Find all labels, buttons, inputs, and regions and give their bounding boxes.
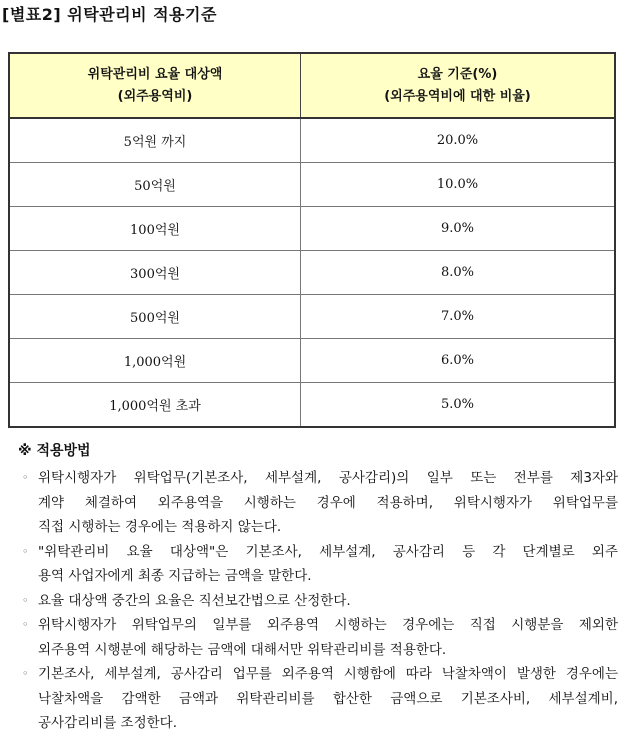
rate-cell: 10.0%: [301, 163, 616, 207]
bullet-icon: ◦: [22, 544, 29, 558]
bullet-line: 용역 사업자에게 최종 지급하는 금액을 말한다.: [38, 568, 312, 584]
rate-cell: 5.0%: [301, 383, 616, 428]
amount-cell: 50억원: [9, 163, 301, 207]
bullet-line: 낙찰차액을 감액한 금액과 위탁관리비를 합산한 금액으로 기본조사비, 세부설계비,: [38, 690, 618, 707]
section-heading: ※ 적용방법: [18, 443, 91, 459]
amount-cell: 1,000억원 초과: [9, 383, 301, 428]
bullet-line: 계약 체결하여 외주용역을 시행하는 경우에 적용하며, 위탁시행자가 위탁업무를: [38, 494, 618, 511]
bullet-line: 외주용역 시행분에 해당하는 금액에 대해서만 위탁관리비를 적용한다.: [38, 641, 447, 658]
rate-cell: 7.0%: [301, 295, 616, 339]
header-line: 요율 기준(%): [417, 66, 498, 82]
amount-cell: 100억원: [9, 207, 301, 251]
table-row: [9, 207, 615, 251]
table-row: [9, 251, 615, 295]
method-bullet: [18, 540, 618, 589]
rate-cell: 20.0%: [301, 118, 616, 163]
header-line: 위탁관리비 요율 대상액: [87, 66, 223, 82]
header-line: (외주용역비에 대한 비율): [384, 88, 531, 104]
table-row: [9, 383, 615, 428]
bullet-icon: ◦: [22, 593, 29, 607]
bullet-icon: ◦: [22, 667, 29, 680]
rate-table: [8, 52, 616, 428]
bullet-line: 위탁시행자가 위탁업무의 일부를 외주용역 시행하는 경우에는 직접 시행분을 제외한: [38, 617, 618, 633]
bullet-icon: ◦: [22, 471, 29, 484]
table-row: [9, 295, 615, 339]
amount-cell: 500억원: [9, 295, 301, 339]
table-row: [9, 163, 615, 207]
amount-cell: 1,000억원: [9, 339, 301, 383]
bullet-icon: ◦: [22, 618, 29, 631]
bullet-line: 공사감리비를 조정한다.: [38, 715, 177, 731]
header-rate: [301, 53, 616, 118]
table-row: [9, 118, 615, 163]
bullet-line: 위탁시행자가 위탁업무(기본조사, 세부설계, 공사감리)의 일부 또는 전부를 제3자와: [38, 470, 618, 486]
method-bullet: [18, 662, 618, 736]
amount-cell: 5억원 까지: [9, 118, 301, 163]
application-method-section: [18, 440, 618, 736]
bullet-line: 요율 대상액 중간의 요율은 직선보간법으로 산정한다.: [38, 592, 351, 609]
bullet-line: 기본조사, 세부설계, 공사감리 업무를 외주용역 시행함에 따라 낙찰차액이 발생한 경우에는: [38, 666, 618, 682]
method-bullet: [18, 613, 618, 662]
bullet-line: "위탁관리비 요율 대상액"은 기본조사, 세부설계, 공사감리 등 각 단계별로 외주: [38, 543, 618, 560]
rate-cell: 8.0%: [301, 251, 616, 295]
table-row: [9, 339, 615, 383]
header-line: (외주용역비): [117, 88, 193, 104]
method-bullet: [18, 466, 618, 540]
header-target-amount: [9, 53, 301, 118]
rate-cell: 9.0%: [301, 207, 616, 251]
method-bullet: [18, 589, 618, 614]
page-title: [별표2] 위탁관리비 적용기준: [2, 5, 217, 24]
amount-cell: 300억원: [9, 251, 301, 295]
rate-cell: 6.0%: [301, 339, 616, 383]
bullet-line: 직접 시행하는 경우에는 적용하지 않는다.: [38, 519, 282, 535]
